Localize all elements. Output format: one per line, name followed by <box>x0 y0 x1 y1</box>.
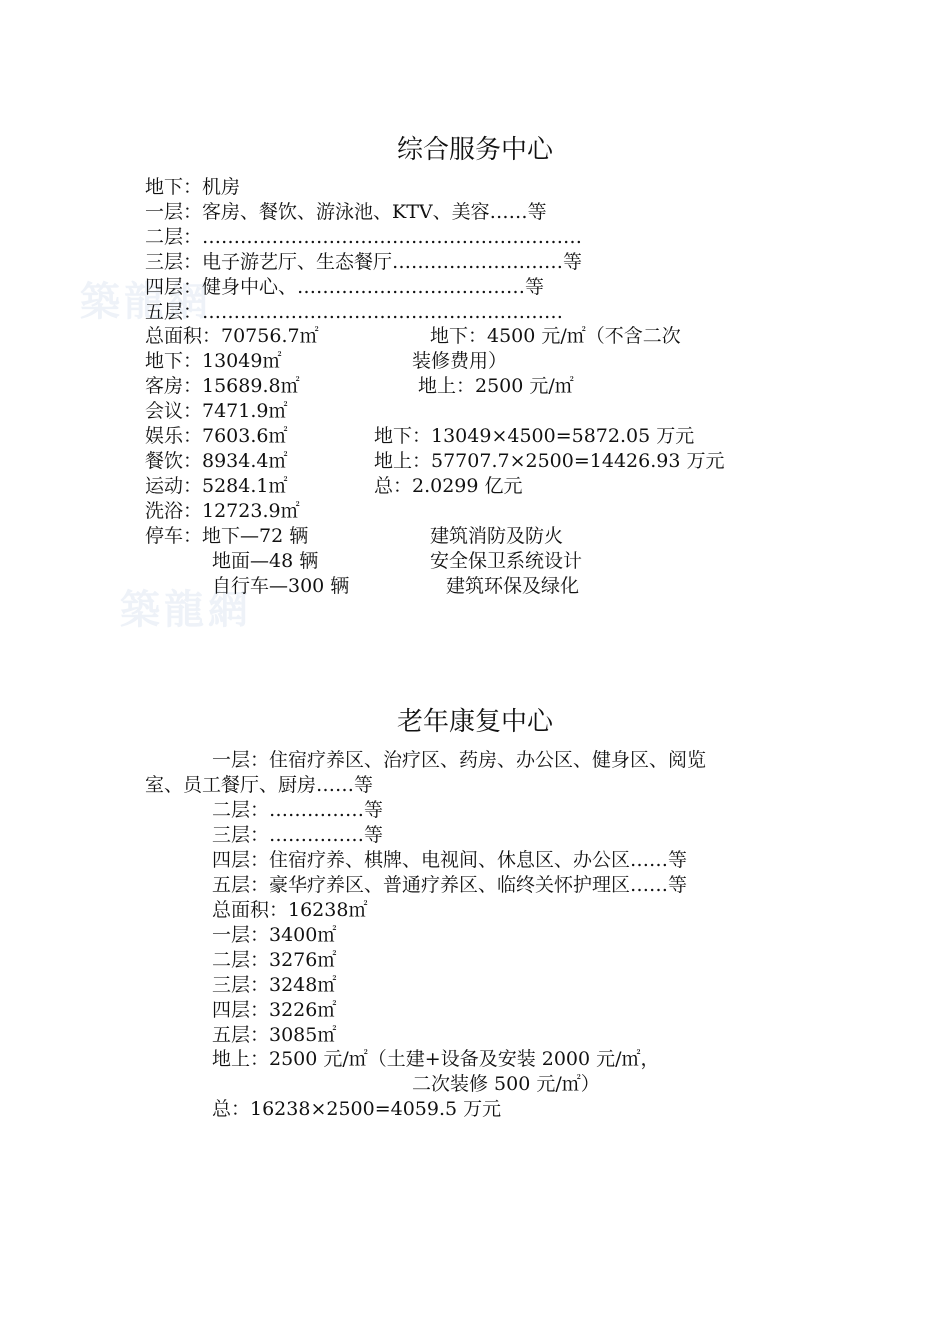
watermark-text: 築龍網 <box>80 278 212 325</box>
cost-total-line: 总：2.0299 亿元 <box>374 475 523 497</box>
floor-line: 一层：客房、餐饮、游泳池、KTV、美容……等 <box>145 201 547 223</box>
cost-line: 地下：13049×4500=5872.05 万元 <box>374 425 695 447</box>
area-line: 客房：15689.8㎡ <box>145 375 300 397</box>
parking-line: 自行车—300 辆 <box>212 575 350 597</box>
cost-line: 地上：2500 元/㎡（土建+设备及安装 2000 元/㎡， <box>212 1048 660 1070</box>
floor-line: 四层：住宿疗养、棋牌、电视间、休息区、办公区……等 <box>212 849 688 871</box>
floor-line: 五层：豪华疗养区、普通疗养区、临终关怀护理区……等 <box>212 874 688 896</box>
area-line: 娱乐：7603.6㎡ <box>145 425 288 447</box>
area-line: 运动：5284.1㎡ <box>145 475 288 497</box>
floor-line: 三层：电子游艺厅、生态餐厅………………………等 <box>145 251 583 273</box>
cost-line: 地上：2500 元/㎡ <box>418 375 574 397</box>
floor-line: 五层：………………………………………………… <box>145 301 564 323</box>
design-item: 建筑消防及防火 <box>430 525 564 547</box>
area-line: 地下：13049㎡ <box>145 350 282 372</box>
floor-line: 地下：机房 <box>145 176 241 198</box>
design-item: 安全保卫系统设计 <box>430 550 583 572</box>
area-line: 洗浴：12723.9㎡ <box>145 500 300 522</box>
watermark-text: 築龍網 <box>120 586 252 633</box>
parking-line: 地面—48 辆 <box>212 550 319 572</box>
section-title: 老年康复中心 <box>396 707 553 737</box>
area-line: 总面积：16238㎡ <box>212 899 368 921</box>
area-line: 会议：7471.9㎡ <box>145 400 288 422</box>
area-line: 五层：3085㎡ <box>212 1024 337 1046</box>
cost-line: 地上：57707.7×2500=14426.93 万元 <box>374 450 725 472</box>
floor-line: 二层：……………等 <box>212 799 384 821</box>
area-line: 四层：3226㎡ <box>212 999 337 1021</box>
cost-line: 地下：4500 元/㎡（不含二次 <box>430 325 681 347</box>
parking-line: 停车：地下—72 辆 <box>145 525 309 547</box>
area-line: 总面积：70756.7㎡ <box>145 325 319 347</box>
floor-line: 四层：健身中心、………………………………等 <box>145 276 545 298</box>
area-line: 二层：3276㎡ <box>212 949 337 971</box>
section-title: 综合服务中心 <box>396 135 553 165</box>
design-item: 建筑环保及绿化 <box>446 575 580 597</box>
cost-total-line: 总：16238×2500=4059.5 万元 <box>212 1098 502 1120</box>
cost-line: 装修费用） <box>412 350 508 372</box>
floor-line: 三层：……………等 <box>212 824 384 846</box>
floor-line: 一层：住宿疗养区、治疗区、药房、办公区、健身区、阅览 <box>212 749 707 771</box>
area-line: 一层：3400㎡ <box>212 924 337 946</box>
area-line: 餐饮：8934.4㎡ <box>145 450 288 472</box>
floor-line: 二层：…………………………………………………… <box>145 226 583 248</box>
area-line: 三层：3248㎡ <box>212 974 337 996</box>
cost-line: 二次装修 500 元/㎡） <box>412 1073 600 1095</box>
floor-line: 室、员工餐厅、厨房……等 <box>145 774 374 796</box>
